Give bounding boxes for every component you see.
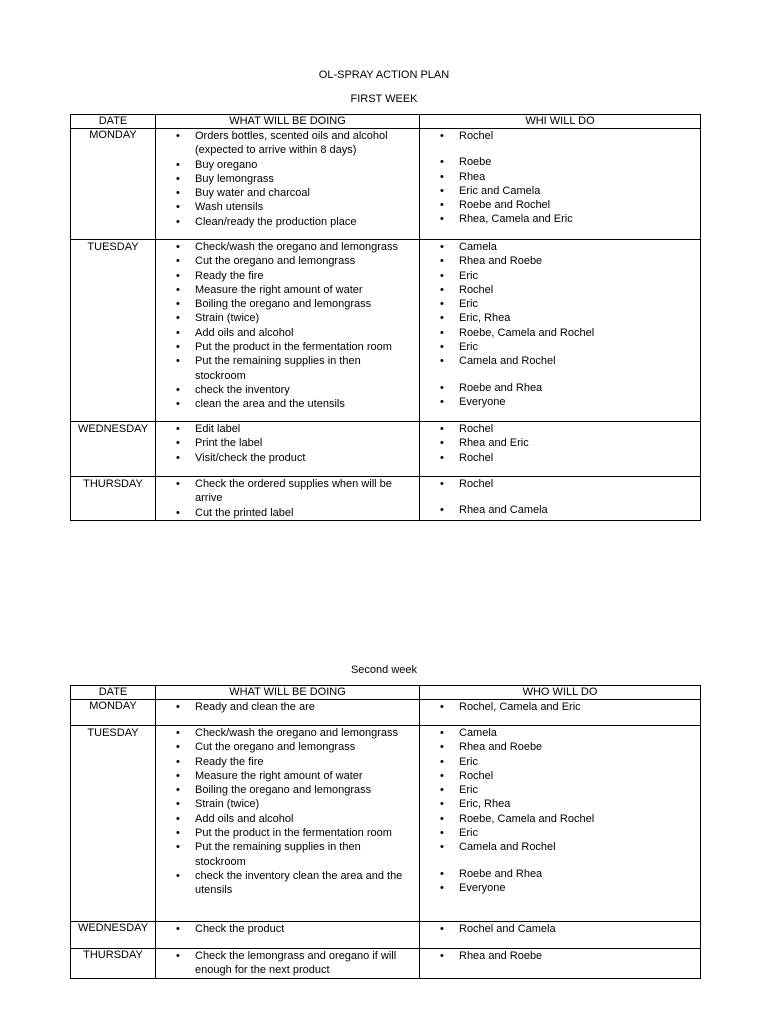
assignee-item: • Rochel <box>420 451 700 465</box>
task-item: • Cut the oregano and lemongrass <box>156 254 419 268</box>
task-item: • Cut the printed label <box>156 506 419 520</box>
task-item: • Wash utensils <box>156 200 419 214</box>
assignee-item: • Eric and Camela <box>420 184 700 198</box>
task-item: • Strain (twice) <box>156 797 419 811</box>
table-row <box>71 129 701 240</box>
tasks-cell <box>156 700 420 726</box>
task-item: • Edit label <box>156 422 419 436</box>
tasks-cell <box>156 422 420 477</box>
what-column-header: WHAT WILL BE DOING <box>156 686 420 700</box>
assignee-item: • Rochel and Camela <box>420 922 700 936</box>
assignee-item: • Eric, Rhea <box>420 797 700 811</box>
assignee-item: • Rochel, Camela and Eric <box>420 700 700 714</box>
task-item: • Cut the oregano and lemongrass <box>156 740 419 754</box>
day-cell: TUESDAY <box>71 726 156 922</box>
assignee-item: • Rhea and Camela <box>420 503 700 517</box>
tasks-cell <box>156 949 420 979</box>
assignee-item: • Roebe and Rhea <box>420 381 700 395</box>
tasks-cell <box>156 129 420 240</box>
day-cell: THURSDAY <box>71 949 156 979</box>
day-cell: TUESDAY <box>71 240 156 422</box>
date-column-header: DATE <box>71 115 156 129</box>
assignee-item: • Roebe, Camela and Rochel <box>420 326 700 340</box>
assignee-item: • Eric <box>420 783 700 797</box>
assignee-item: • Rochel <box>420 129 700 143</box>
assignee-cell <box>420 922 701 949</box>
week1-header-row <box>71 115 701 129</box>
task-item: • Boiling the oregano and lemongrass <box>156 783 419 797</box>
task-item: • Add oils and alcohol <box>156 812 419 826</box>
table-row <box>71 700 701 726</box>
task-item: • Buy lemongrass <box>156 172 419 186</box>
task-item: • clean the area and the utensils <box>156 397 419 411</box>
assignee-item: • Everyone <box>420 395 700 409</box>
task-item: • Buy oregano <box>156 158 419 172</box>
assignee-item: • Rhea and Roebe <box>420 254 700 268</box>
assignee-item: • Camela <box>420 240 700 254</box>
assignee-item: • Roebe and Rhea <box>420 867 700 881</box>
assignee-item: • Rochel <box>420 769 700 783</box>
task-item: • Ready and clean the are <box>156 700 419 714</box>
task-item: • Check the product <box>156 922 419 936</box>
assignee-item: • Eric <box>420 297 700 311</box>
table-row <box>71 477 701 521</box>
task-item: • Visit/check the product <box>156 451 419 465</box>
assignee-cell <box>420 700 701 726</box>
assignee-item: • Eric <box>420 269 700 283</box>
what-column-header: WHAT WILL BE DOING <box>156 115 420 129</box>
date-column-header: DATE <box>71 686 156 700</box>
task-item: • Add oils and alcohol <box>156 326 419 340</box>
task-item: • Clean/ready the production place <box>156 215 419 229</box>
assignee-item: • Roebe, Camela and Rochel <box>420 812 700 826</box>
assignee-item: • Eric, Rhea <box>420 311 700 325</box>
task-item: • Ready the fire <box>156 269 419 283</box>
assignee-item: • Camela <box>420 726 700 740</box>
task-item: • Strain (twice) <box>156 311 419 325</box>
day-cell: WEDNESDAY <box>71 922 156 949</box>
assignee-item: • Rochel <box>420 477 700 491</box>
day-cell: WEDNESDAY <box>71 422 156 477</box>
task-item: • Ready the fire <box>156 755 419 769</box>
tasks-cell <box>156 726 420 922</box>
table-row <box>71 922 701 949</box>
task-item: • Check/wash the oregano and lemongrass <box>156 240 419 254</box>
week1-table <box>70 114 701 521</box>
task-item: • Check the lemongrass and oregano if will enough for the next product <box>156 949 419 978</box>
assignee-cell <box>420 129 701 240</box>
assignee-item: • Roebe and Rochel <box>420 198 700 212</box>
assignee-cell <box>420 422 701 477</box>
who-column-header: WHI WILL DO <box>420 115 701 129</box>
week2-heading: Second week <box>350 664 418 676</box>
task-item: • Buy water and charcoal <box>156 186 419 200</box>
who-column-header: WHO WILL DO <box>420 686 701 700</box>
assignee-cell <box>420 726 701 922</box>
task-item: • Boiling the oregano and lemongrass <box>156 297 419 311</box>
week2-table <box>70 685 701 979</box>
task-item: • Measure the right amount of water <box>156 283 419 297</box>
day-cell: MONDAY <box>71 129 156 240</box>
week2-header-row <box>71 686 701 700</box>
task-item: • Measure the right amount of water <box>156 769 419 783</box>
task-item: • Put the remaining supplies in then stockroom <box>156 840 419 869</box>
assignee-item: • Eric <box>420 826 700 840</box>
assignee-item: • Rhea <box>420 170 700 184</box>
assignee-cell <box>420 240 701 422</box>
day-cell: MONDAY <box>71 700 156 726</box>
tasks-cell <box>156 240 420 422</box>
assignee-item: • Roebe <box>420 155 700 169</box>
table-row <box>71 240 701 422</box>
day-cell: THURSDAY <box>71 477 156 521</box>
assignee-item: • Eric <box>420 340 700 354</box>
assignee-item: • Rhea and Roebe <box>420 740 700 754</box>
tasks-cell <box>156 922 420 949</box>
assignee-item: • Rochel <box>420 422 700 436</box>
task-item: • Put the product in the fermentation room <box>156 340 419 354</box>
assignee-cell <box>420 949 701 979</box>
task-item: • Check the ordered supplies when will be arrive <box>156 477 419 506</box>
assignee-cell <box>420 477 701 521</box>
table-row <box>71 949 701 979</box>
task-item: • Put the product in the fermentation room <box>156 826 419 840</box>
task-item: • check the inventory clean the area and the utensils <box>156 869 419 898</box>
assignee-item: • Everyone <box>420 881 700 895</box>
assignee-item: • Eric <box>420 755 700 769</box>
assignee-item: • Rhea and Eric <box>420 436 700 450</box>
assignee-item: • Camela and Rochel <box>420 354 700 368</box>
document-title: OL-SPRAY ACTION PLAN <box>318 69 450 81</box>
table-row <box>71 726 701 922</box>
task-item: • Put the remaining supplies in then stockroom <box>156 354 419 383</box>
assignee-item: • Rhea, Camela and Eric <box>420 212 700 226</box>
task-item: • check the inventory <box>156 383 419 397</box>
assignee-item: • Rochel <box>420 283 700 297</box>
tasks-cell <box>156 477 420 521</box>
task-item: • Check/wash the oregano and lemongrass <box>156 726 419 740</box>
task-item: • Orders bottles, scented oils and alcohol (expected to arrive within 8 days) <box>156 129 419 158</box>
week1-heading: FIRST WEEK <box>350 93 418 105</box>
task-item: • Print the label <box>156 436 419 450</box>
assignee-item: • Camela and Rochel <box>420 840 700 854</box>
table-row <box>71 422 701 477</box>
assignee-item: • Rhea and Roebe <box>420 949 700 963</box>
